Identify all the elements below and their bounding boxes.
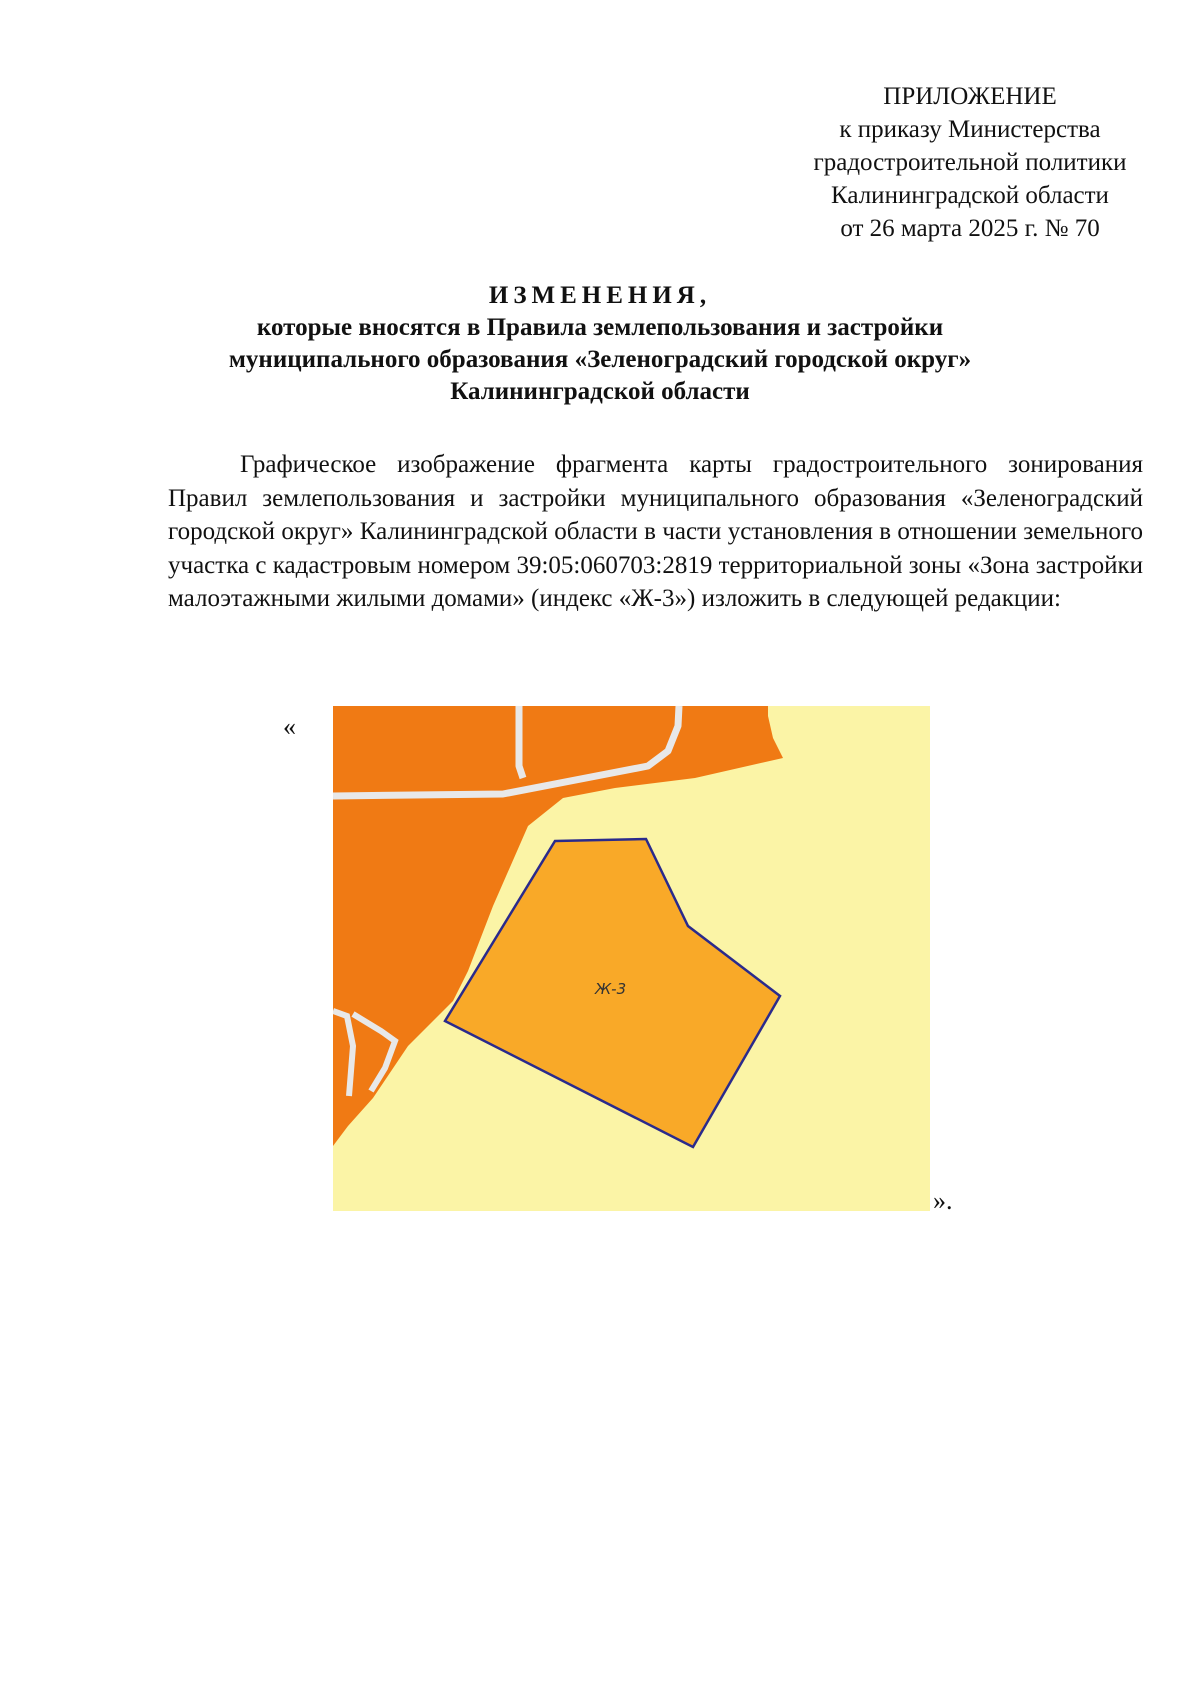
closing-quote: ». [933,1186,953,1215]
appendix-line-region: Калининградской области [831,182,1109,209]
title-line-3: Калининградской области [450,378,750,405]
zone-label: Ж-3 [595,980,627,998]
opening-quote: « [283,712,296,741]
appendix-line-date: от 26 марта 2025 г. № 70 [840,215,1100,242]
title-line-1: которые вносятся в Правила землепользования и застройки [256,314,944,341]
appendix-line-ministry: градостроительной политики [813,149,1127,176]
appendix-header [780,80,1160,245]
body-paragraph: Графическое изображение фрагмента карты градостроительного зонирования Правил землепользования и застройки муниципального образования «Зеленоградский городской округ» Калининградской области в части установления в отношении земельного участка с кадастровым номером 39:05:060703:2819 территориальной зоны «Зона застройки малоэтажными жилыми домами» (индекс «Ж-3») изложить в следующей редакции: [168,451,1143,612]
document-title [150,280,1050,408]
zoning-map-fragment [333,706,930,1211]
road-vertical [519,706,523,778]
title-line-2: муниципального образования «Зеленоградский городской округ» [228,346,972,373]
appendix-line-order: к приказу Министерства [839,116,1101,143]
appendix-title: ПРИЛОЖЕНИЕ [883,83,1057,110]
title-heading: ИЗМЕНЕНИЯ, [488,282,712,309]
